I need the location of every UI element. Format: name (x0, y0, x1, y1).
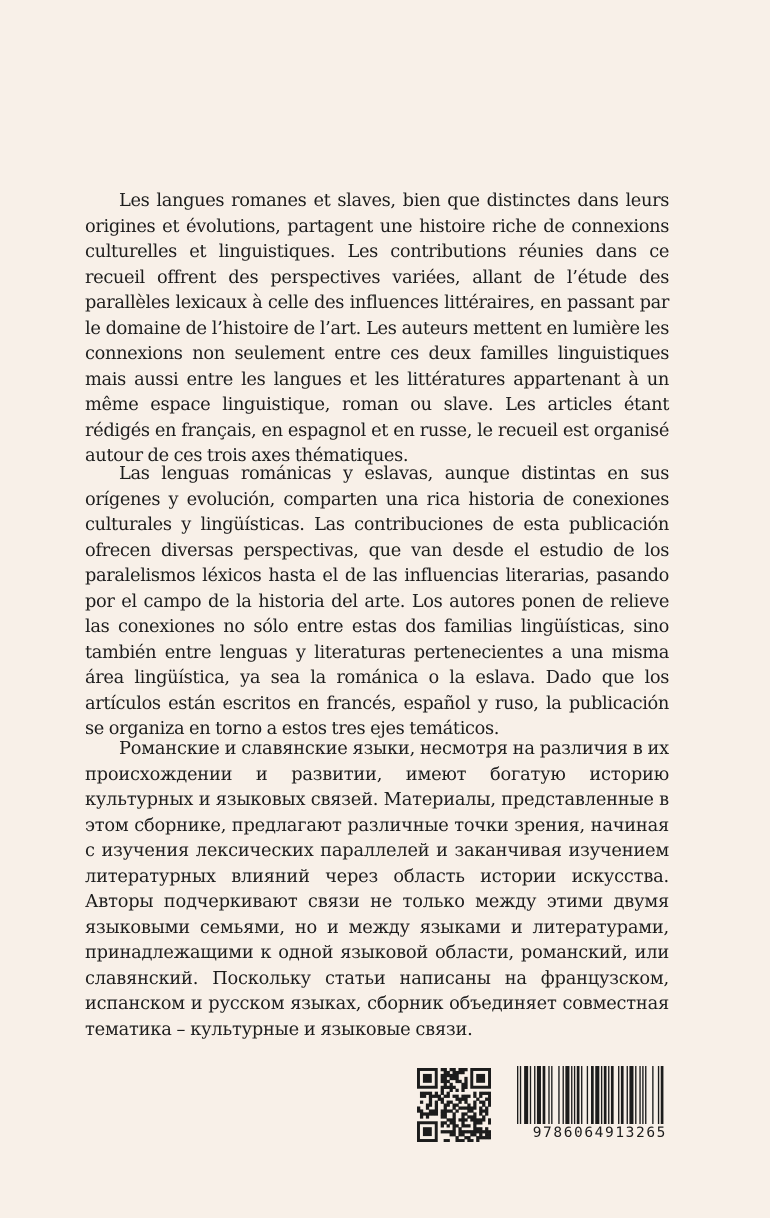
qr-code-graphic (417, 1068, 491, 1142)
isbn-number: 9786064913265 (505, 1124, 667, 1142)
paragraph-french: Les langues romanes et slaves, bien que distinctes dans leurs origines et évolutions, partagent une histoire riche de connexions culturelles et linguistiques. Les contributions réunies dans ce recueil offrent des perspectives variées, allant de l’étude des parallèles lexicaux à celle des influences littéraires, en passant par le domaine de l’histoire de l’art. Les auteurs mettent en lumière les connexions non seulement entre ces deux familles linguistiques mais aussi entre les langues et les littératures appartenant à un même espace linguistique, roman ou slave. Les articles étant rédigés en français, en espagnol et en russe, le recueil est organisé autour de ces trois axes thématiques. (85, 190, 669, 466)
qr-code-icon (417, 1068, 491, 1142)
paragraph-spanish: Las lenguas románicas y eslavas, aunque distintas en sus orígenes y evolución, comparten una rica historia de conexiones culturales y lingüísticas. Las contribuciones de esta publicación ofrecen diversas perspectivas, que van desde el estudio de los paralelismos léxicos hasta el de las influencias literarias, pasando por el campo de la historia del arte. Los autores ponen de relieve las conexiones no sólo entre estas dos familias lingüísticas, sino también entre lenguas y literaturas pertenecientes a una misma área lingüística, ya sea la románica o la eslava. Dado que los artículos están escritos en francés, español y ruso, la publicación se organiza en torno a estos tres ejes temáticos. (85, 463, 669, 739)
paragraph-russian: Романские и славянские языки, несмотря на различия в их происхождении и развитии, имеют богатую историю культурных и языковых связей. Материалы, представленные в этом сборнике, предлагают различные точки зрения, начиная с изучения лексических параллелей и заканчивая изучением литературных влияний через область истории искусства. Авторы подчеркивают связи не только между этими двумя языковыми семьями, но и между языками и литературами, принадлежащими к одной языковой области, романский, или славянский. Поскольку статьи написаны на французском, испанском и русском языках, сборник объединяет совместная тематика – культурные и языковые связи. (85, 738, 669, 1040)
barcode-icon (505, 1066, 665, 1146)
